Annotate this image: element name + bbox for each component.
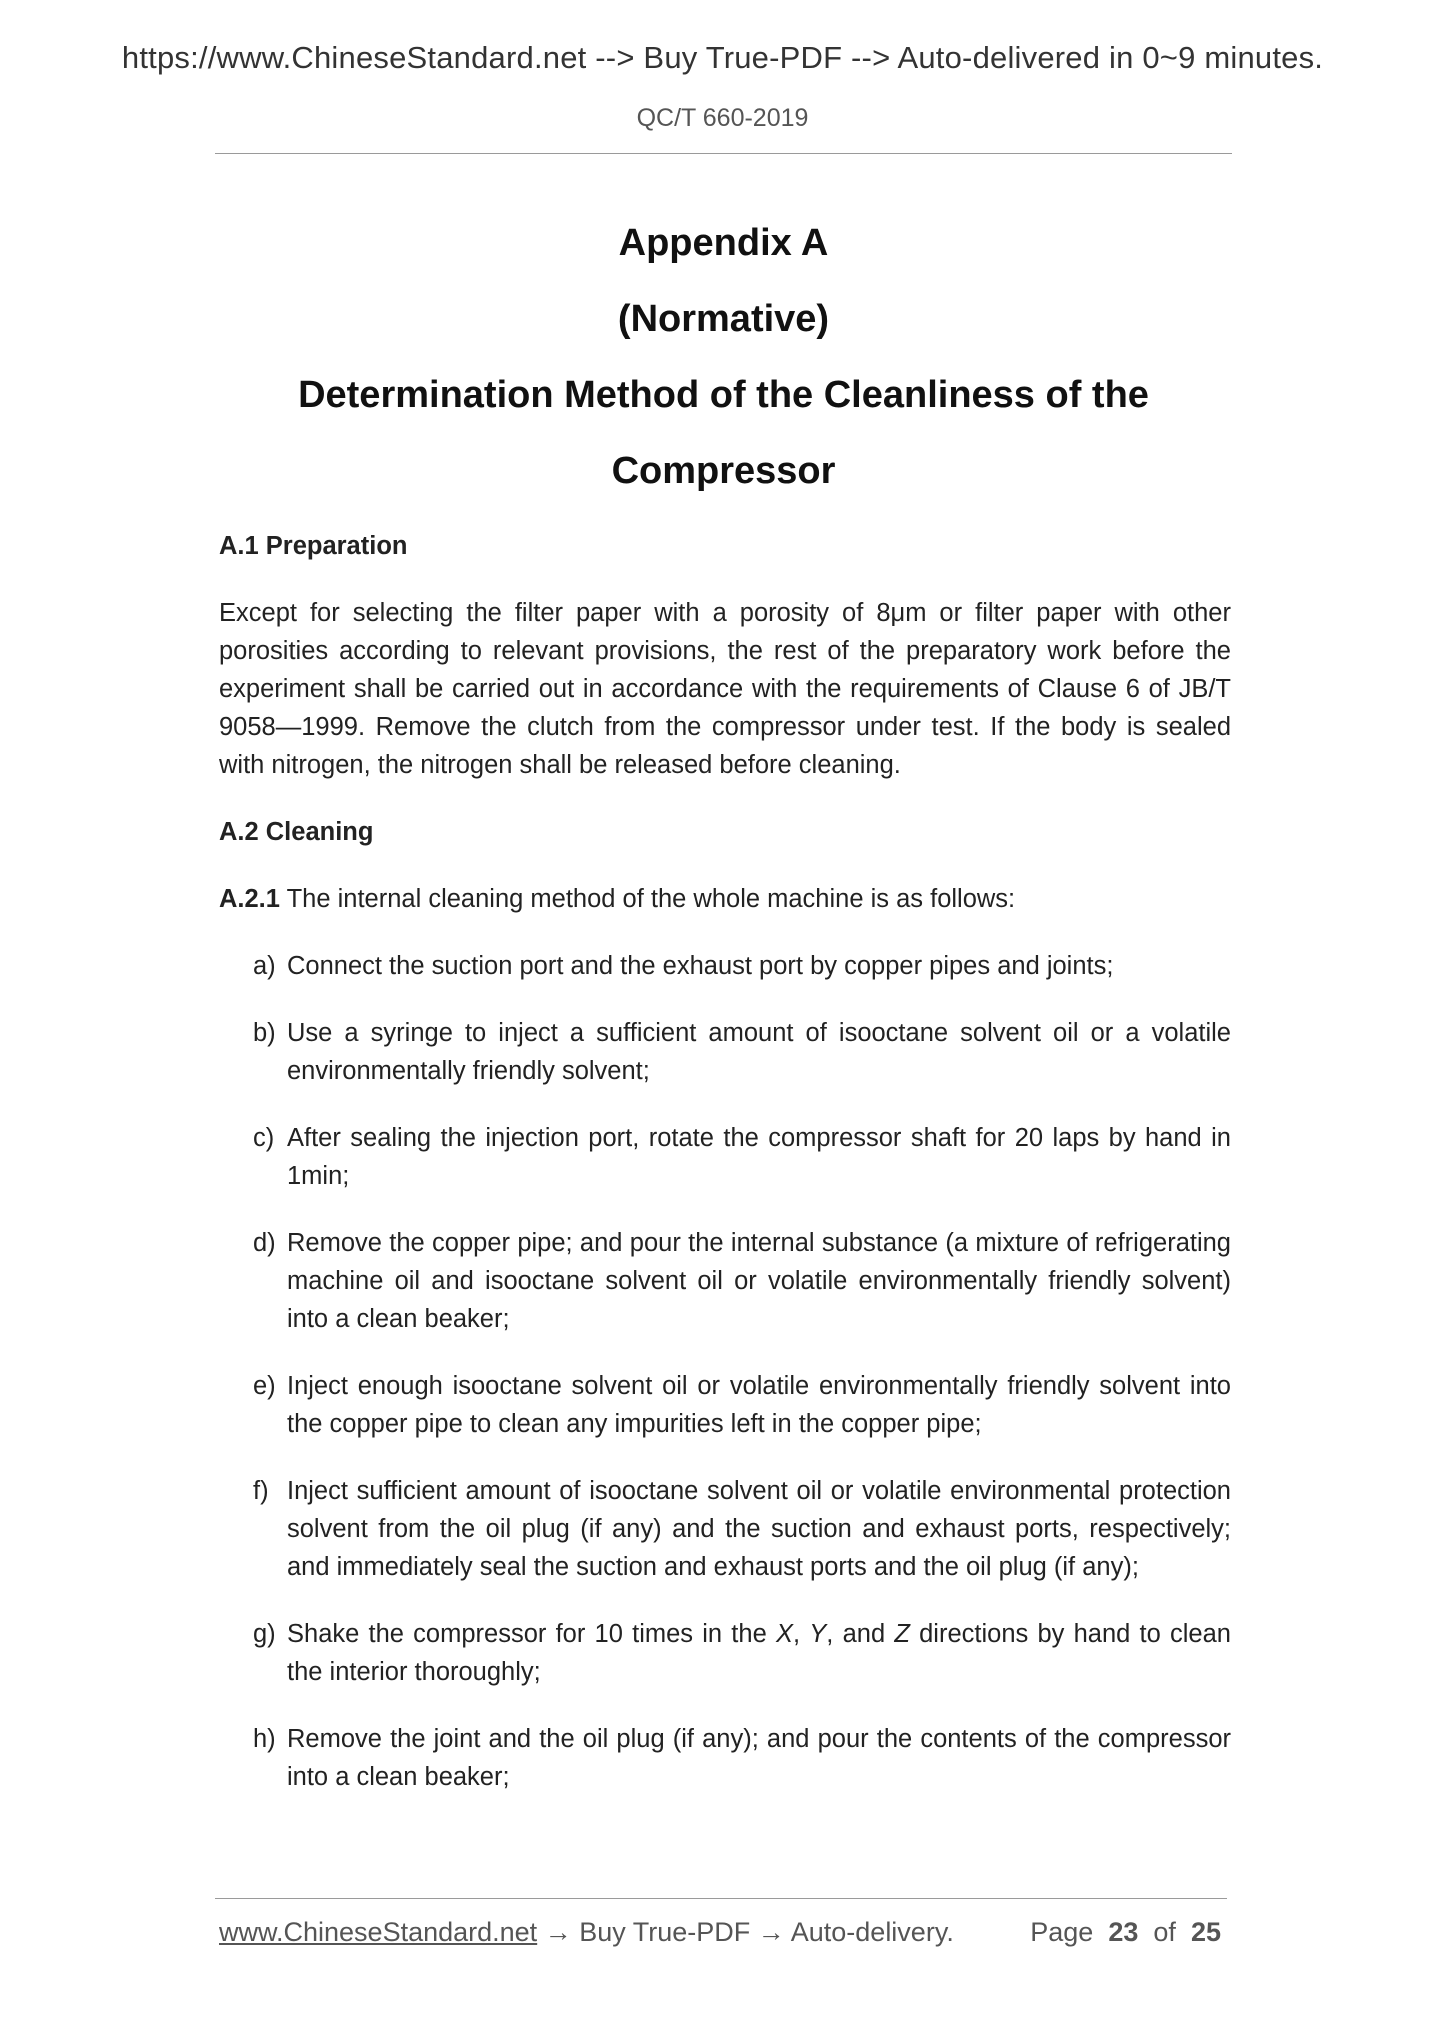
list-item-text: Remove the copper pipe; and pour the internal substance (a mixture of refrigerating machine oil and isooctane solvent oil or volatile environmentally friendly solvent) into a clean beaker;	[287, 1229, 1231, 1333]
axis-x: X	[775, 1620, 793, 1648]
list-item-letter: g)	[253, 1620, 276, 1648]
page-current: 23	[1108, 1917, 1139, 1947]
list-item-letter: f)	[253, 1477, 269, 1505]
list-item-text: Use a syringe to inject a sufficient amount of isooctane solvent oil or a volatile environmentally friendly solvent;	[287, 1019, 1231, 1085]
of-label: of	[1153, 1917, 1176, 1947]
list-item	[253, 1367, 1231, 1443]
cleaning-steps-list	[219, 947, 1231, 1796]
list-item-letter: c)	[253, 1124, 275, 1152]
footer-divider	[215, 1898, 1227, 1899]
list-item-text: Inject sufficient amount of isooctane solvent oil or volatile environmental protection solvent from the oil plug (if any) and the suction and exhaust ports, respectively; and immediately seal the suction and exhaust ports and the oil plug (if any);	[287, 1477, 1231, 1581]
list-item-letter: e)	[253, 1372, 276, 1400]
document-body	[219, 527, 1231, 1825]
title-main-line1: Determination Method of the Cleanliness of the	[298, 374, 1149, 416]
clause-text: The internal cleaning method of the whole machine is as follows:	[286, 885, 1016, 913]
title-appendix-label: Appendix A	[618, 222, 829, 264]
list-item	[253, 1119, 1231, 1195]
page-total: 25	[1190, 1917, 1221, 1947]
axis-z: Z	[894, 1620, 910, 1648]
list-item-letter: h)	[253, 1725, 276, 1753]
item-g-text-before: Shake the compressor for 10 times in the	[287, 1620, 776, 1648]
footer-tagline: → Buy True-PDF → Auto-delivery.	[537, 1917, 954, 1947]
list-item-text: Connect the suction port and the exhaust port by copper pipes and joints;	[287, 952, 1114, 980]
list-item	[253, 1014, 1231, 1090]
item-g-sep2: , and	[826, 1620, 895, 1648]
appendix-title	[215, 205, 1232, 509]
title-normative: (Normative)	[617, 298, 830, 340]
page-label: Page	[1030, 1917, 1094, 1947]
list-item-letter: b)	[253, 1019, 276, 1047]
section-a1-heading: A.1 Preparation	[219, 532, 408, 560]
header-divider	[215, 153, 1232, 154]
clause-a21-paragraph	[219, 880, 1231, 918]
list-item	[253, 1720, 1231, 1796]
list-item	[253, 1615, 1231, 1691]
footer-left	[219, 1917, 954, 1948]
title-main-line2: Compressor	[611, 450, 836, 492]
axis-y: Y	[809, 1620, 827, 1648]
standard-code: QC/T 660-2019	[636, 104, 809, 132]
list-item	[253, 1224, 1231, 1338]
clause-number: A.2.1	[219, 885, 280, 913]
list-item	[253, 947, 1231, 985]
list-item-text: After sealing the injection port, rotate the compressor shaft for 20 laps by hand in 1min;	[287, 1124, 1231, 1190]
list-item	[253, 1472, 1231, 1586]
item-g-sep1: ,	[792, 1620, 810, 1648]
footer-website-link[interactable]: www.ChineseStandard.net	[219, 1917, 538, 1947]
page-indicator	[1030, 1917, 1221, 1948]
item-g-text-after: directions by hand to clean the interior thoroughly;	[287, 1620, 1231, 1686]
top-banner: https://www.ChineseStandard.net --> Buy True-PDF --> Auto-delivered in 0~9 minutes.	[121, 40, 1324, 75]
list-item-letter: a)	[253, 952, 276, 980]
list-item-letter: d)	[253, 1229, 276, 1257]
list-item-text: Inject enough isooctane solvent oil or volatile environmentally friendly solvent into the copper pipe to clean any impurities left in the copper pipe;	[287, 1372, 1231, 1438]
list-item-text: Remove the joint and the oil plug (if any); and pour the contents of the compressor into a clean beaker;	[287, 1725, 1231, 1791]
section-a2-heading: A.2 Cleaning	[219, 818, 374, 846]
list-item-text	[287, 1615, 1231, 1691]
section-a1-paragraph: Except for selecting the filter paper with a porosity of 8μm or filter paper with other porosities according to relevant provisions, the rest of the preparatory work before the experiment shall be carried out in accordance with the requirements of Clause 6 of JB/T 9058—1999. Remove the clutch from the compressor under test. If the body is sealed with nitrogen, the nitrogen shall be released before cleaning.	[219, 599, 1231, 779]
